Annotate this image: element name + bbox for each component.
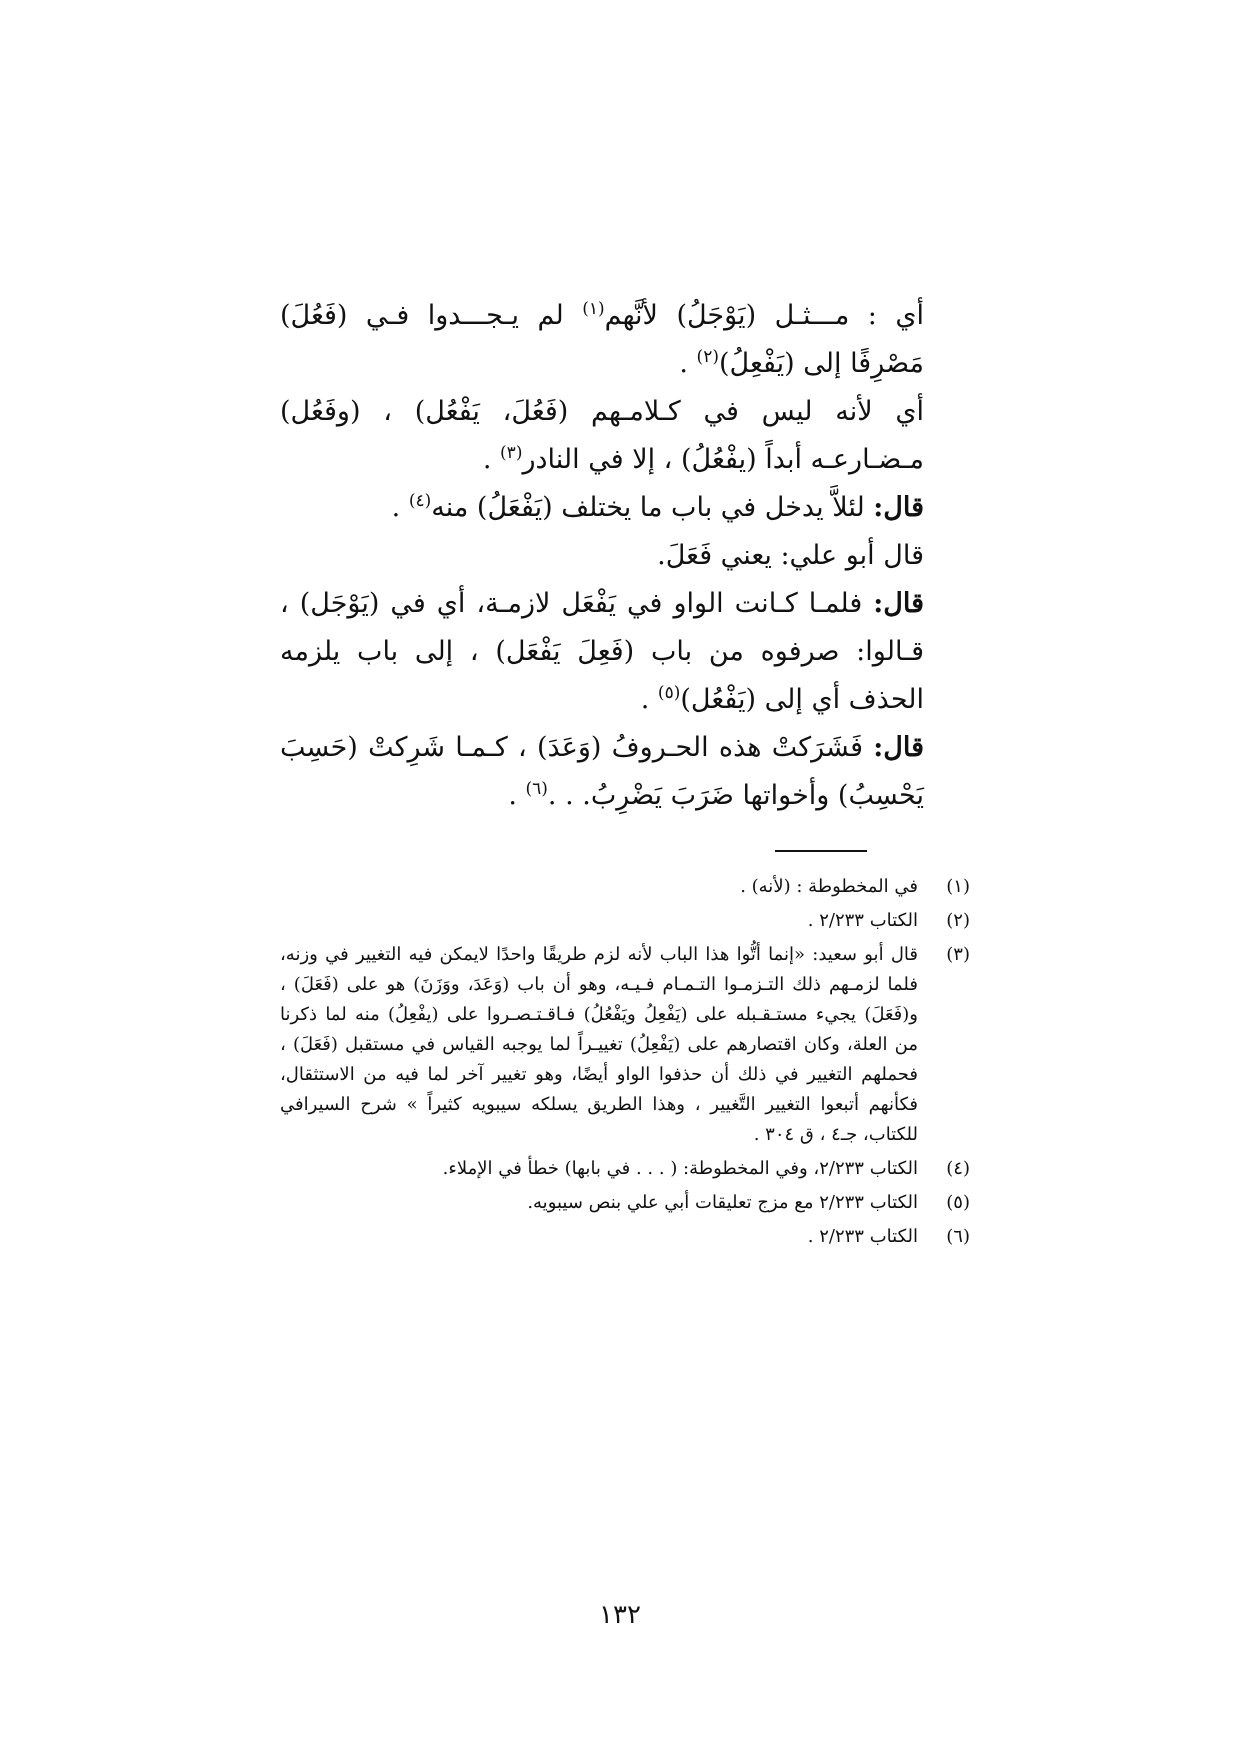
- footnote-number: (٣): [946, 944, 970, 965]
- footnote-number: (٢): [946, 910, 970, 931]
- footnote-ref-5[interactable]: (٥): [657, 683, 681, 703]
- footnote-ref-4[interactable]: (٤): [408, 491, 432, 511]
- footnote-6: [280, 1222, 970, 1252]
- paragraph-2: أي لأنه ليس في كـلامـهم (فَعُلَ، يَفْعُل) ، (وفَعُل) مـضـارعـه أبداً (يفْعُلُ) ، إلا في النادر$^{(٣)}$ .: [280, 396, 924, 475]
- footnote-text: الكتاب ٢/٢٣٣ .: [807, 910, 918, 931]
- qal-label: قال:: [873, 492, 924, 523]
- page-number: ١٣٢: [599, 1600, 641, 1630]
- footnote-separator: [775, 850, 867, 852]
- footnote-number: (٦): [946, 1226, 970, 1247]
- paragraph-3: قال: لئلاَّ يدخل في باب ما يختلف (يَفْعَلُ) منه$^{(٤)}$ .: [391, 491, 924, 523]
- footnote-number: (١): [946, 876, 970, 897]
- paragraph-6: قال: فَشَرَكتْ هذه الحـروفُ (وَعَدَ) ، كـمـا شَرِكتْ (حَسِبَ يَحْسِبُ) وأخواتها ضَرَبَ يَضْرِبُ. . .$^{(٦)}$ .: [280, 732, 924, 811]
- footnote-text: الكتاب ٢/٢٣٣ مع مزج تعليقات أبي علي بنص سيبويه.: [527, 1192, 918, 1213]
- footnote-text: قال أبو سعيد: «إنما أتُّوا هذا الباب لأنه لزم طريقًا واحدًا لايمكن فيه التغيير في وزنه، فلما لزمـهم ذلك التـزمـوا التـمـام فـيـه، وهو أن باب (وَعَدَ، ووَزَنَ) هو على (فَعَلَ) ، و(فَعَلَ) يجيء مستـقـبله على (يَفْعِلُ ويَفْعُلُ) فـاقـتـصـروا على (يفْعِلُ) منه لما ذكرنا من العلة، وكان اقتصارهم على (يَفْعِلُ) تغييـراً لما يوجبه القياس في مستقبل (فَعَلَ) ، فحملهم التغيير في ذلك أن حذفوا الواو أيضًا، وهو تغيير آخر لما فيه من الاستثقال، فكأنهم أتبعوا التغيير التَّغيير ، وهذا الطريق يسلكه سيبويه كثيراً » شرح السيرافي للكتاب، جـ٤ ، ق ٣٠٤ .: [280, 944, 918, 1145]
- footnote-3: [280, 940, 970, 1150]
- footnote-text: الكتاب ٢/٢٣٣، وفي المخطوطة: ( . . . في بابها) خطأ في الإملاء.: [442, 1158, 918, 1179]
- footnote-ref-3[interactable]: (٣): [500, 443, 523, 463]
- footnote-text: في المخطوطة : (لأنه) .: [740, 876, 918, 897]
- footnote-ref-2[interactable]: (٢): [696, 347, 719, 367]
- footnote-ref-6[interactable]: (٦): [525, 779, 548, 799]
- footnotes: [280, 872, 970, 1256]
- footnote-5: [280, 1188, 970, 1218]
- footnote-1: [280, 872, 970, 902]
- paragraph-4: قال أبو علي: يعني فَعَلَ.: [657, 540, 924, 571]
- footnote-number: (٥): [946, 1192, 970, 1213]
- footnote-4: [280, 1154, 970, 1184]
- footnote-ref-1[interactable]: (١): [582, 299, 605, 319]
- footnote-text: الكتاب ٢/٢٣٣ .: [807, 1226, 918, 1247]
- main-text: [280, 292, 970, 820]
- qal-label: قال:: [873, 732, 924, 763]
- paragraph-5: قال: فلمـا كـانت الواو في يَفْعَل لازمـة، أي في (يَوْجَل) ، قـالوا: صرفوه من باب (فَعِلَ يَفْعَل) ، إلى باب يلزمه الحذف أي إلى (يَفْعُل)$^{(٥)}$ .: [280, 588, 924, 715]
- paragraph-1: أي : مـــثـل (يَوْجَلُ) لأنَّهم$^{(١)}$ لم يـجـــدوا فـي (فَعُلَ) مَصْرِفًا إلى (يَفْعِلُ)$^{(٢)}$ .: [280, 299, 924, 379]
- qal-label: قال:: [873, 588, 924, 619]
- footnote-2: [280, 906, 970, 936]
- footnote-number: (٤): [946, 1158, 970, 1179]
